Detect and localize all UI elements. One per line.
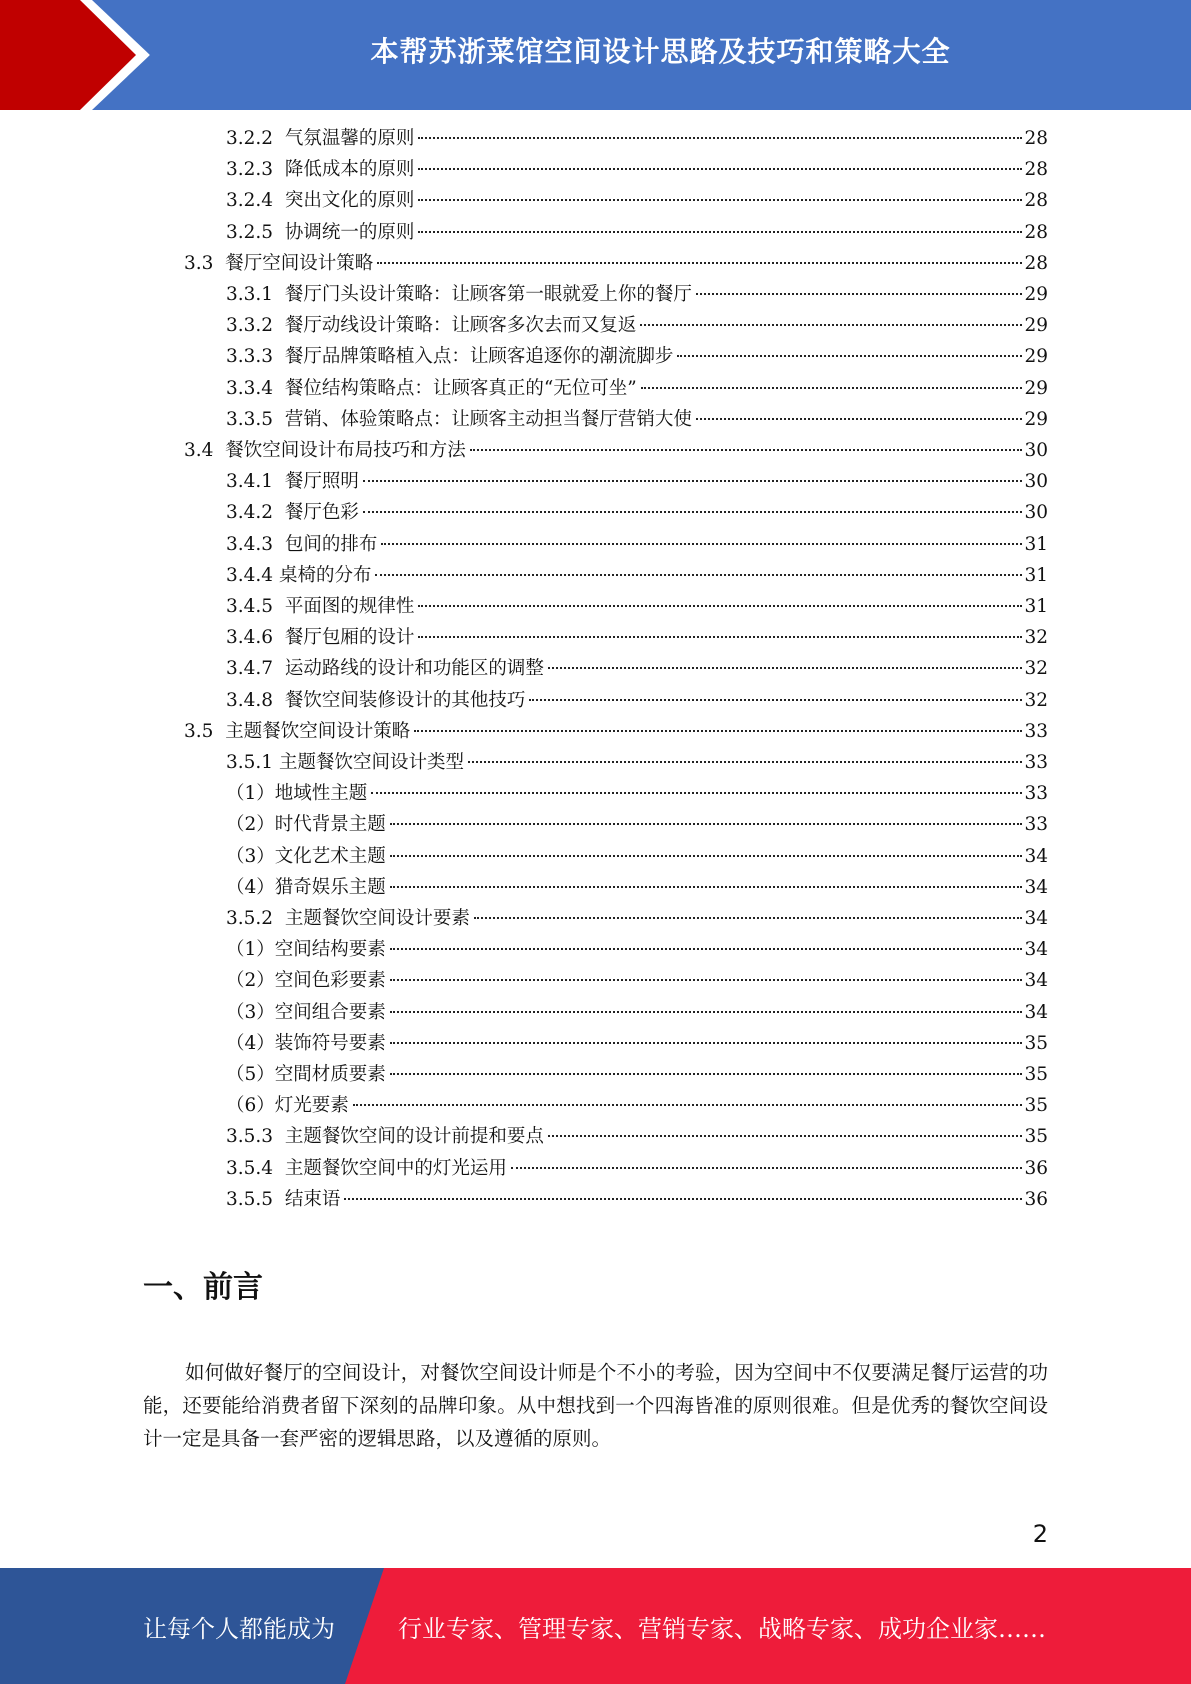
- toc-entry-page: 34: [1024, 1001, 1048, 1023]
- page-header: [0, 0, 1191, 110]
- toc-entry-title: 桌椅的分布: [278, 564, 372, 586]
- toc-leader-dots: [375, 574, 1022, 576]
- toc-entry[interactable]: [226, 654, 1048, 685]
- toc-entry-page: 35: [1024, 1064, 1048, 1085]
- toc-leader-dots: [468, 761, 1022, 763]
- toc-leader-dots: [696, 418, 1023, 420]
- toc-entry-page: 34: [1024, 876, 1048, 898]
- toc-entry-number: 3.5.4: [226, 1157, 285, 1179]
- toc-entry-number: 3.5: [184, 720, 226, 742]
- toc-entry-page: 29: [1024, 377, 1048, 399]
- footer-slogan-left: 让每个人都能成为: [143, 1614, 335, 1643]
- toc-entry[interactable]: [226, 530, 1048, 561]
- toc-entry-title: 营销、体验策略点：让顾客主动担当餐厅营销大使: [284, 408, 692, 430]
- toc-entry-title: 包间的排布: [284, 533, 378, 555]
- toc-leader-dots: [696, 293, 1023, 295]
- toc-entry-title: 餐厅照明: [284, 471, 359, 493]
- toc-entry-title: 装饰符号要素: [274, 1032, 386, 1054]
- toc-entry-number: （1）: [226, 783, 275, 805]
- toc-leader-dots: [529, 699, 1022, 701]
- toc-entry-title: 地域性主题: [274, 783, 368, 805]
- toc-entry-page: 29: [1024, 408, 1048, 430]
- toc-entry[interactable]: [226, 686, 1048, 717]
- toc-entry-number: 3.4.7: [226, 658, 285, 680]
- toc-entry-page: 35: [1024, 1032, 1048, 1054]
- toc-entry-page: 34: [1024, 939, 1048, 961]
- toc-entry[interactable]: [226, 623, 1048, 654]
- toc-entry[interactable]: [226, 186, 1048, 217]
- toc-entry-page: 33: [1024, 814, 1048, 836]
- toc-entry-number: 3.4.6: [226, 627, 285, 649]
- toc-leader-dots: [353, 1104, 1023, 1106]
- toc-entry-number: （6）: [226, 1095, 275, 1117]
- toc-entry-number: （3）: [226, 1001, 275, 1023]
- toc-entry[interactable]: [226, 1060, 1048, 1091]
- toc-entry-title: 时代背景主题: [274, 814, 386, 836]
- toc-entry-title: 主题餐饮空间设计类型: [278, 752, 464, 773]
- toc-entry[interactable]: [226, 842, 1048, 873]
- toc-entry[interactable]: [226, 904, 1048, 935]
- toc-entry-page: 31: [1024, 533, 1048, 555]
- toc-entry-number: 3.5.1: [226, 752, 279, 773]
- toc-entry-page: 28: [1024, 252, 1048, 274]
- toc-entry-number: 3.2.3: [226, 159, 285, 181]
- toc-entry[interactable]: [226, 998, 1048, 1029]
- toc-entry-page: 36: [1024, 1188, 1048, 1210]
- toc-leader-dots: [418, 199, 1022, 201]
- toc-entry-title: 文化艺术主题: [274, 845, 386, 867]
- toc-entry-number: 3.4: [184, 440, 226, 461]
- header-arrow-decoration: [0, 0, 150, 110]
- toc-entry-number: 3.4.8: [226, 689, 285, 711]
- toc-entry-page: 33: [1024, 783, 1048, 805]
- toc-entry-title: 餐厅门头设计策略：让顾客第一眼就爱上你的餐厅: [284, 284, 692, 305]
- toc-entry-number: （2）: [226, 814, 275, 836]
- section-heading: 一、前言: [143, 1270, 263, 1305]
- toc-entry[interactable]: [226, 1185, 1048, 1216]
- toc-entry-number: （5）: [226, 1064, 275, 1085]
- toc-entry-title: 运动路线的设计和功能区的调整: [284, 658, 544, 680]
- page-footer: [0, 1568, 1191, 1684]
- toc-leader-dots: [418, 605, 1022, 607]
- toc-leader-dots: [371, 792, 1022, 794]
- toc-entry-page: 29: [1024, 315, 1048, 337]
- toc-entry-title: 空间组合要素: [274, 1001, 386, 1023]
- toc-leader-dots: [344, 1198, 1022, 1200]
- toc-leader-dots: [677, 355, 1022, 357]
- toc-entry[interactable]: [226, 1122, 1048, 1153]
- toc-entry-number: （1）: [226, 939, 275, 961]
- toc-leader-dots: [548, 1135, 1023, 1137]
- toc-entry[interactable]: [226, 561, 1048, 592]
- toc-entry-title: 空間材质要素: [274, 1064, 386, 1085]
- toc-entry-number: （2）: [226, 970, 275, 992]
- toc-entry-page: 28: [1024, 128, 1048, 149]
- toc-leader-dots: [363, 511, 1023, 513]
- toc-entry-title: 主题餐饮空间设计要素: [284, 908, 470, 929]
- toc-entry-page: 35: [1024, 1095, 1048, 1117]
- toc-entry-title: 餐厅空间设计策略: [225, 252, 374, 274]
- toc-entry[interactable]: [226, 280, 1048, 311]
- toc-leader-dots: [548, 667, 1023, 669]
- toc-entry[interactable]: [226, 1029, 1048, 1060]
- section-paragraph: 如何做好餐厅的空间设计，对餐饮空间设计师是个不小的考验，因为空间中不仅要满足餐厅运营的功能，还要能给消费者留下深刻的品牌印象。从中想找到一个四海皆准的原则很难。但是优秀的餐饮空间设计一定是具备一套严密的逻辑思路，以及遵循的原则。: [143, 1361, 1048, 1450]
- toc-entry-number: （4）: [226, 1032, 275, 1054]
- toc-entry-title: 气氛温馨的原则: [284, 128, 415, 149]
- toc-entry-number: （3）: [226, 845, 275, 867]
- toc-entry-page: 34: [1024, 908, 1048, 929]
- toc-leader-dots: [377, 262, 1022, 264]
- toc-entry-title: 降低成本的原则: [284, 159, 415, 181]
- toc-entry-page: 31: [1024, 564, 1048, 586]
- toc-leader-dots: [390, 979, 1023, 981]
- toc-entry-number: 3.3.3: [226, 346, 285, 368]
- toc-entry-page: 32: [1024, 658, 1048, 680]
- toc-entry[interactable]: [226, 342, 1048, 373]
- toc-entry-number: 3.5.3: [226, 1126, 285, 1148]
- toc-entry-number: 3.4.2: [226, 502, 285, 524]
- toc-entry[interactable]: [226, 467, 1048, 498]
- toc-entry[interactable]: [226, 935, 1048, 966]
- toc-leader-dots: [418, 137, 1022, 139]
- toc-entry[interactable]: [226, 1091, 1048, 1122]
- toc-entry-title: 空间结构要素: [274, 939, 386, 961]
- toc-entry-number: 3.2.4: [226, 190, 285, 212]
- toc-entry-page: 28: [1024, 159, 1048, 181]
- toc-entry-title: 猎奇娱乐主题: [274, 876, 386, 898]
- toc-leader-dots: [390, 823, 1023, 825]
- toc-entry[interactable]: [226, 966, 1048, 997]
- toc-leader-dots: [390, 948, 1023, 950]
- toc-leader-dots: [640, 324, 1022, 326]
- toc-leader-dots: [418, 168, 1022, 170]
- toc-entry[interactable]: [226, 810, 1048, 841]
- toc-entry-number: 3.3: [184, 252, 226, 274]
- toc-entry-page: 32: [1024, 627, 1048, 649]
- toc-entry-number: 3.2.2: [226, 128, 285, 149]
- document-title: 本帮苏浙菜馆空间设计思路及技巧和策略大全: [370, 35, 951, 68]
- toc-leader-dots: [390, 886, 1023, 888]
- toc-entry-number: 3.3.2: [226, 315, 285, 337]
- toc-leader-dots: [363, 480, 1023, 482]
- toc-entry-page: 29: [1024, 284, 1048, 305]
- toc-entry[interactable]: [226, 592, 1048, 623]
- toc-entry[interactable]: [226, 873, 1048, 904]
- toc-entry-title: 餐厅动线设计策略：让顾客多次去而又复返: [284, 315, 637, 337]
- toc-entry-title: 餐厅包厢的设计: [284, 627, 415, 649]
- footer-slogan-right: 行业专家、管理专家、营销专家、战略专家、成功企业家……: [398, 1614, 1046, 1643]
- toc-entry-page: 32: [1024, 689, 1048, 711]
- toc-leader-dots: [418, 231, 1022, 233]
- toc-entry-title: 主题餐饮空间的设计前提和要点: [284, 1126, 544, 1148]
- toc-entry-number: 3.5.5: [226, 1188, 285, 1210]
- toc-entry[interactable]: [184, 249, 1048, 280]
- toc-entry-page: 34: [1024, 970, 1048, 992]
- toc-entry-title: 空间色彩要素: [274, 970, 386, 992]
- toc-entry-page: 30: [1024, 471, 1048, 493]
- toc-entry[interactable]: [226, 124, 1048, 155]
- toc-entry-title: 协调统一的原则: [284, 221, 415, 243]
- toc-entry-number: 3.5.2: [226, 908, 285, 929]
- toc-entry-number: 3.4.5: [226, 596, 285, 617]
- toc-entry[interactable]: [226, 155, 1048, 186]
- toc-entry[interactable]: [226, 405, 1048, 436]
- toc-entry[interactable]: [226, 498, 1048, 529]
- toc-leader-dots: [641, 387, 1023, 389]
- toc-entry-title: 结束语: [284, 1188, 341, 1210]
- toc-leader-dots: [390, 855, 1023, 857]
- toc-entry-title: 主题餐饮空间设计策略: [225, 720, 411, 742]
- toc-leader-dots: [511, 1167, 1023, 1169]
- toc-leader-dots: [418, 636, 1022, 638]
- toc-entry-title: 餐位结构策略点：让顾客真正的“无位可坐”: [284, 377, 637, 399]
- toc-entry-page: 36: [1024, 1157, 1048, 1179]
- toc-entry-page: 33: [1024, 752, 1048, 773]
- toc-entry-number: 3.4.3: [226, 533, 285, 555]
- toc-entry-number: 3.4.1: [226, 471, 285, 493]
- toc-entry-number: 3.2.5: [226, 221, 285, 243]
- toc-entry-page: 34: [1024, 845, 1048, 867]
- toc-entry[interactable]: [226, 218, 1048, 249]
- toc-entry-title: 餐饮空间设计布局技巧和方法: [225, 440, 466, 461]
- toc-entry-number: 3.4.4: [226, 564, 279, 586]
- toc-leader-dots: [390, 1042, 1023, 1044]
- toc-leader-dots: [470, 449, 1023, 451]
- toc-entry-page: 28: [1024, 221, 1048, 243]
- toc-entry-title: 餐厅品牌策略植入点：让顾客追逐你的潮流脚步: [284, 346, 674, 368]
- toc-leader-dots: [390, 1073, 1023, 1075]
- toc-entry-page: 30: [1024, 440, 1048, 461]
- toc-entry[interactable]: [226, 1154, 1048, 1185]
- toc-entry-title: 平面图的规律性: [284, 596, 415, 617]
- toc-entry[interactable]: [226, 748, 1048, 779]
- toc-entry-title: 灯光要素: [274, 1095, 349, 1117]
- toc-leader-dots: [414, 730, 1022, 732]
- toc-entry[interactable]: [184, 717, 1048, 748]
- toc-leader-dots: [390, 1011, 1023, 1013]
- toc-entry-number: 3.3.4: [226, 377, 285, 399]
- toc-entry-title: 突出文化的原则: [284, 190, 415, 212]
- toc-entry-number: 3.3.1: [226, 284, 285, 305]
- toc-entry-title: 餐饮空间装修设计的其他技巧: [284, 689, 526, 711]
- toc-entry-title: 主题餐饮空间中的灯光运用: [284, 1157, 507, 1179]
- toc-entry-page: 31: [1024, 596, 1048, 617]
- toc-entry-page: 30: [1024, 502, 1048, 524]
- toc-entry[interactable]: [184, 436, 1048, 467]
- toc-leader-dots: [381, 543, 1022, 545]
- toc-entry[interactable]: [226, 311, 1048, 342]
- page-number: 2: [1032, 1520, 1048, 1548]
- toc-entry-page: 29: [1024, 346, 1048, 368]
- toc-entry-number: （4）: [226, 876, 275, 898]
- toc-entry-title: 餐厅色彩: [284, 502, 359, 524]
- toc-leader-dots: [474, 917, 1023, 919]
- toc-entry-page: 28: [1024, 190, 1048, 212]
- toc-entry-page: 35: [1024, 1126, 1048, 1148]
- toc-entry[interactable]: [226, 779, 1048, 810]
- toc-entry-page: 33: [1024, 720, 1048, 742]
- toc-entry-number: 3.3.5: [226, 408, 285, 430]
- toc-entry[interactable]: [226, 374, 1048, 405]
